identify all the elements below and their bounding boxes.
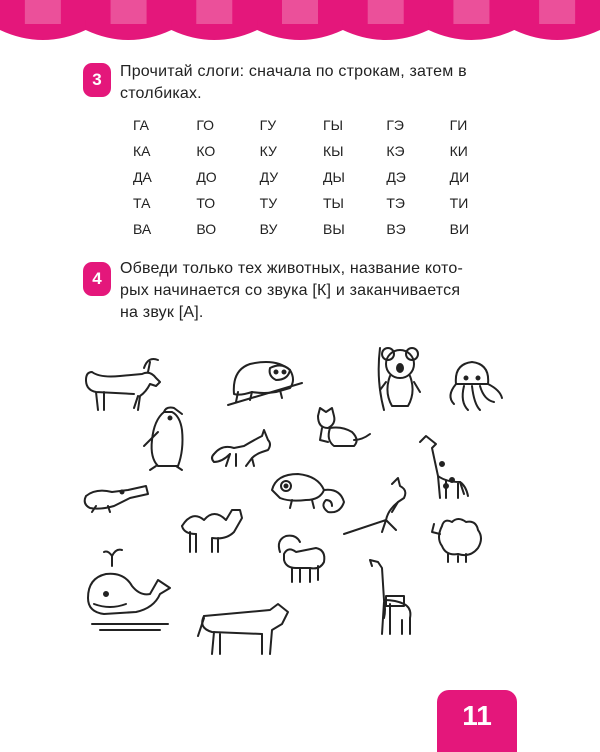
syllable: ТИ xyxy=(449,195,469,211)
syllable: ТУ xyxy=(259,195,278,211)
instruction-line: рых начинается со звука [К] и заканчивается xyxy=(120,282,461,299)
octopus-icon[interactable] xyxy=(450,362,502,410)
syllable: ТЫ xyxy=(322,195,344,211)
penguin-icon[interactable] xyxy=(144,408,183,471)
ram-icon[interactable] xyxy=(279,536,324,582)
syllable: ВЫ xyxy=(322,221,345,237)
syllable: ТЭ xyxy=(386,195,405,211)
sloth-icon[interactable] xyxy=(228,362,302,405)
syllable: ТА xyxy=(133,195,151,211)
fox-icon[interactable] xyxy=(212,430,270,466)
syllable: КЭ xyxy=(386,143,405,159)
task-number-badge: 3 xyxy=(83,63,111,97)
whale-icon[interactable] xyxy=(88,550,170,630)
syllable: ДО xyxy=(196,169,217,185)
sheep-icon[interactable] xyxy=(432,519,481,562)
instruction-line: на звук [А]. xyxy=(120,304,204,321)
syllable: ГИ xyxy=(449,117,468,133)
syllable: ВУ xyxy=(259,221,278,237)
syllable: КА xyxy=(133,143,151,159)
crocodile-icon[interactable] xyxy=(85,486,148,512)
camel-icon[interactable] xyxy=(182,510,242,552)
syllable: ВО xyxy=(196,221,217,237)
page-number: 11 xyxy=(437,690,517,752)
koala-icon[interactable] xyxy=(379,348,420,410)
syllable: ГО xyxy=(196,117,215,133)
syllable: ВЭ xyxy=(386,221,406,237)
instruction-line: Обведи только тех животных, название кото- xyxy=(120,260,464,277)
syllable: ВА xyxy=(133,221,152,237)
syllable: КУ xyxy=(259,143,277,159)
syllable: ДА xyxy=(133,169,152,185)
syllable: КЫ xyxy=(322,143,344,159)
instruction-line: столбиках. xyxy=(120,85,202,102)
syllable: ДУ xyxy=(259,169,279,185)
instruction-line: Прочитай слоги: сначала по строкам, затем в xyxy=(120,63,467,80)
syllable: ГУ xyxy=(259,117,277,133)
kangaroo-icon[interactable] xyxy=(344,478,405,534)
goat-icon[interactable] xyxy=(86,359,160,410)
giraffe-icon[interactable] xyxy=(420,436,468,498)
syllable: ВИ xyxy=(449,221,470,237)
syllable: ГА xyxy=(133,117,149,133)
syllable: ДЭ xyxy=(386,169,406,185)
llama-icon[interactable] xyxy=(370,560,410,634)
chameleon-icon[interactable] xyxy=(272,474,344,512)
syllable: КИ xyxy=(449,143,468,159)
syllable: ТО xyxy=(196,195,216,211)
syllable: ДЫ xyxy=(322,169,345,185)
cow-icon[interactable] xyxy=(198,604,288,654)
cat-icon[interactable] xyxy=(318,408,370,446)
task-number-badge: 4 xyxy=(83,262,111,296)
syllable: ГЭ xyxy=(386,117,404,133)
syllable: КО xyxy=(196,143,216,159)
syllable: ГЫ xyxy=(322,117,343,133)
syllable: ДИ xyxy=(449,169,470,185)
